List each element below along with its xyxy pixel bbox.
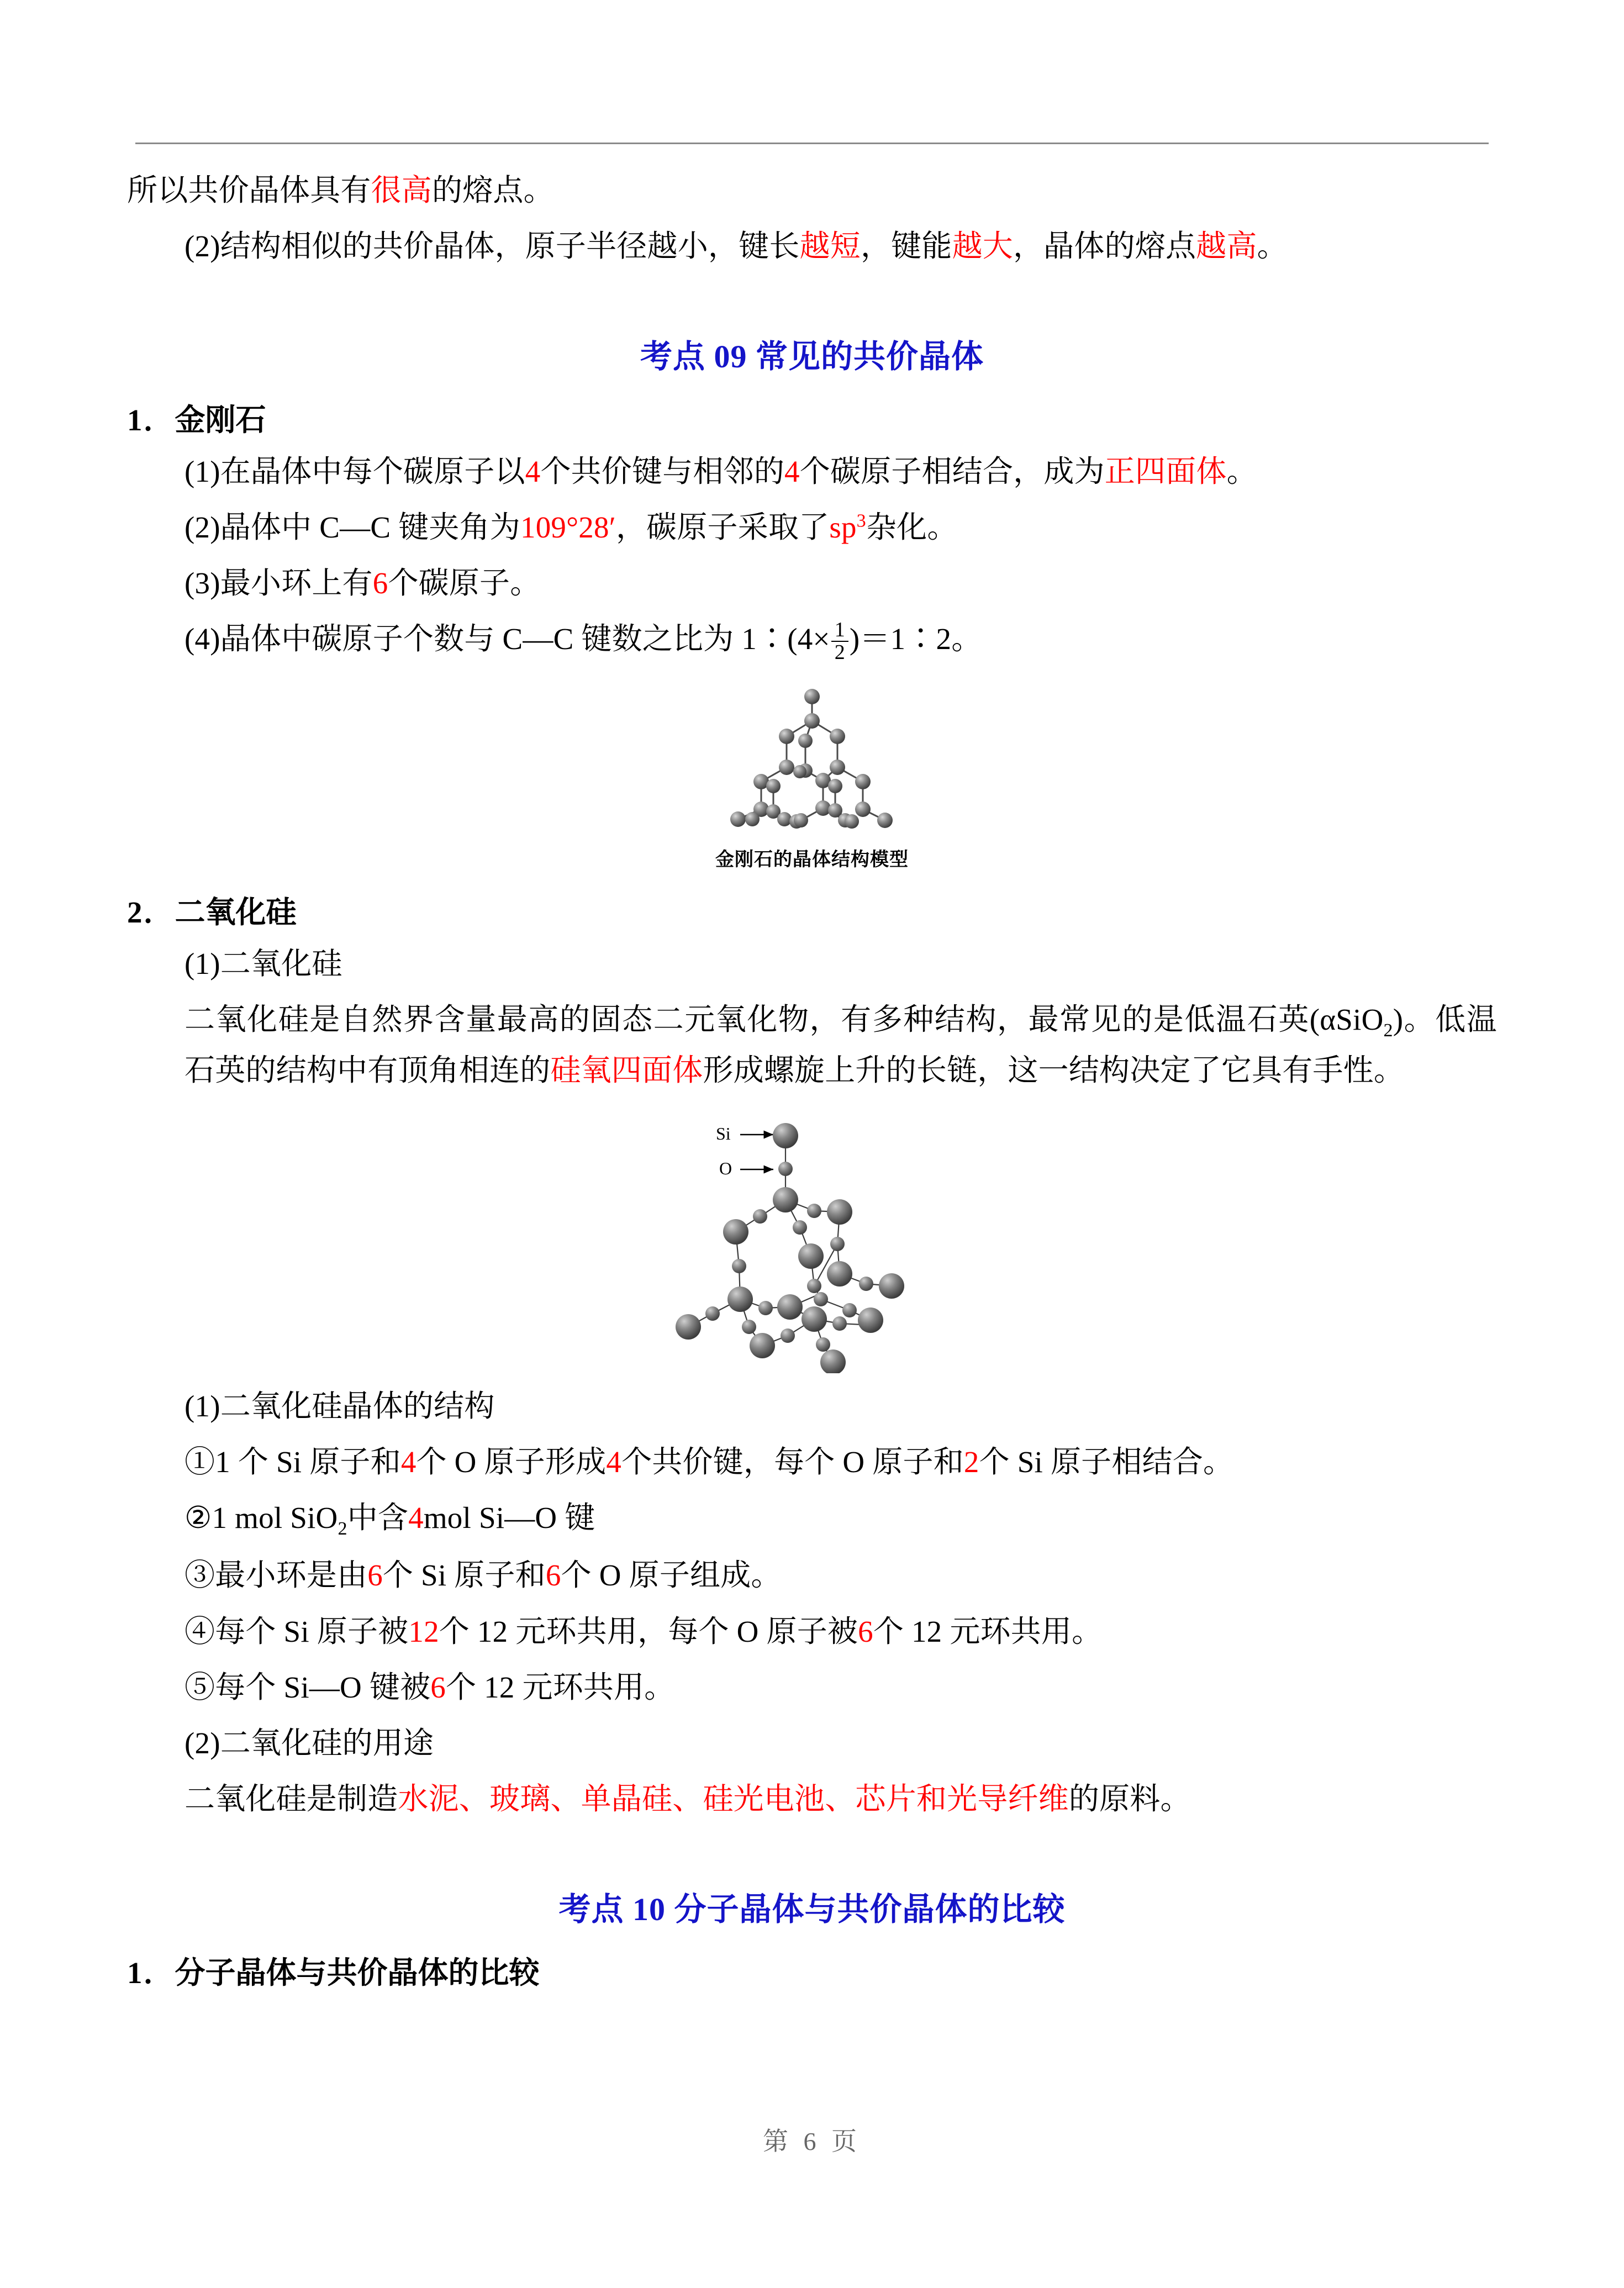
d2-red-angle: 109°28′ [520,510,616,545]
s1-red-1: 4 [400,1445,416,1479]
d2-red-hybrid-sup: 3 [856,510,866,531]
silica-body-paragraph [127,995,1497,1095]
s5-b: 个 12 元环共用。 [446,1670,675,1704]
section-heading-09: 考点 09 常见的共价晶体 [640,339,984,375]
s1-red-2: 4 [606,1445,622,1479]
silica-sub-1: (1)二氧化硅 [184,946,342,980]
s2-c: mol Si—O 键 [423,1501,595,1535]
u-a: 二氧化硅是制造 [184,1781,398,1816]
d1-c: 个碳原子相结合，成为 [799,455,1105,489]
d1-red-2: 4 [784,455,800,489]
s4-b: 个 12 元环共用，每个 O 原子被 [439,1614,858,1648]
u-sep-2: 、 [550,1781,581,1816]
d4-a: (4)晶体中碳原子个数与 C—C 键数之比为 1∶(4× [184,622,830,656]
d3-b: 个碳原子。 [388,566,541,600]
u-sep-1: 、 [458,1781,490,1816]
subsection-title-comparison [127,1948,1497,1992]
diamond-point-3 [127,558,1497,608]
silica-item-2 [127,1493,1497,1544]
intro2-text-d: 。 [1257,229,1288,263]
s1-c: 个共价键，每个 O 原子和 [621,1445,964,1479]
u-red-glass: 玻璃 [489,1781,551,1816]
silica-sub-3: (2)二氧化硅的用途 [184,1726,434,1760]
d3-red-1: 6 [372,566,388,600]
s3-red-1: 6 [367,1558,383,1593]
section-heading-10: 考点 10 分子晶体与共价晶体的比较 [558,1891,1066,1927]
d2-a: (2)晶体中 C—C 键夹角为 [184,510,521,545]
silica-item-4 [127,1607,1497,1656]
fraction-numerator: 1 [831,619,848,642]
u-sep-5: 和 [916,1781,947,1816]
subsection-title-silica [127,888,1497,931]
s1-red-3: 2 [963,1445,979,1479]
s3-c: 个 O 原子组成。 [561,1558,782,1593]
s1-d: 个 Si 原子相结合。 [979,1445,1234,1479]
silica-sub-2: (1)二氧化硅晶体的结构 [184,1389,495,1423]
sb-red-tetrahedron: 硅氧四面体 [550,1053,703,1087]
sb-b: )。低温石英的结构中有顶角相连的 [184,1002,1497,1087]
s4-red-1: 12 [408,1614,439,1648]
fraction-one-half [831,619,848,663]
figure-silica-structure [127,1114,1497,1376]
intro2-text-c: ，晶体的熔点 [1013,229,1196,263]
d4-b: )＝1∶2。 [849,622,982,656]
intro2-highlight-1: 越短 [799,229,861,263]
s5-a: ⑤每个 Si—O 键被 [184,1670,431,1704]
s3-a: ③最小环是由 [184,1558,368,1593]
subsection-number-1: 1． [127,403,175,437]
intro2-highlight-2: 越大 [952,229,1013,263]
sb-a: 二氧化硅是自然界含量最高的固态二元氧化物，有多种结构，最常见的是低温石英(αSiO [184,1002,1384,1036]
u-b: 的原料。 [1068,1781,1191,1816]
intro2-text-b: ，键能 [860,229,952,263]
intro-text-a: 所以共价晶体具有 [127,173,371,207]
paragraph-intro-1 [127,166,1497,215]
page-footer: 第 6 页 [763,2127,861,2155]
u-red-solar-cell: 硅光电池 [703,1781,825,1816]
s2-a: ②1 mol SiO [184,1501,338,1535]
u-red-chip: 芯片 [855,1781,916,1816]
d1-red-3: 正四面体 [1104,455,1227,489]
s1-a: ①1 个 Si 原子和 [184,1445,401,1479]
subsection-number-2: 2． [127,895,175,929]
d1-red-1: 4 [525,455,541,489]
label-arrow-si [716,1124,773,1143]
u-red-monocrystalline-silicon: 单晶硅 [581,1781,673,1816]
s2-red-1: 4 [408,1501,424,1535]
d2-red-hybrid: sp [829,510,857,545]
u-red-cement: 水泥 [398,1781,459,1816]
silica-structure-svg [657,1114,967,1373]
subsection-label-1: 金刚石 [175,403,266,437]
label-arrow-o [719,1158,773,1178]
intro2-text-a: (2)结构相似的共价晶体，原子半径越小，键长 [184,229,800,263]
page-content [127,166,1497,2000]
d1-b: 个共价键与相邻的 [540,455,785,489]
d2-c: 杂化。 [866,510,958,545]
si-label-text: Si [716,1124,731,1143]
s5-red-1: 6 [430,1670,446,1704]
u-sep-4: 、 [825,1781,856,1816]
figure-diamond-structure [127,683,1497,871]
d3-a: (3)最小环上有 [184,566,373,600]
diamond-point-1 [127,447,1497,496]
sb-sub: 2 [1383,1020,1393,1041]
s2-b: 中含 [347,1501,409,1535]
subsection-label-2: 二氧化硅 [175,895,297,929]
diamond-point-4 [127,614,1497,664]
o-label-text: O [719,1158,732,1178]
s4-a: ④每个 Si 原子被 [184,1614,409,1648]
s3-red-2: 6 [545,1558,561,1593]
u-red-optical-fiber: 光导纤维 [947,1781,1069,1816]
subsection-title-diamond [127,396,1497,439]
silica-uses-paragraph [127,1774,1497,1823]
s1-b: 个 O 原子形成 [416,1445,607,1479]
diamond-point-2 [127,503,1497,552]
subsection-label-10-1: 分子晶体与共价晶体的比较 [175,1955,540,1990]
d2-b: ，碳原子采取了 [615,510,830,545]
s4-red-2: 6 [858,1614,873,1648]
subsection-number-10-1: 1． [127,1955,175,1990]
d1-a: (1)在晶体中每个碳原子以 [184,455,525,489]
header-divider [135,143,1489,144]
diamond-structure-svg [713,683,911,838]
s3-b: 个 Si 原子和 [382,1558,546,1593]
figure-caption-diamond: 金刚石的晶体结构模型 [715,848,909,870]
paragraph-intro-2 [127,222,1497,271]
u-sep-3: 、 [672,1781,703,1816]
intro2-highlight-3: 越高 [1196,229,1257,263]
s2-sub: 2 [338,1519,347,1540]
fraction-denominator: 2 [834,640,845,664]
intro-text-b: 的熔点。 [432,173,554,207]
silica-item-3 [127,1551,1497,1600]
d1-d: 。 [1226,455,1257,489]
sb-c: 形成螺旋上升的长链，这一结构决定了它具有手性。 [703,1053,1405,1087]
silica-item-5 [127,1663,1497,1712]
s4-c: 个 12 元环共用。 [873,1614,1103,1648]
intro-highlight-1: 很高 [371,173,433,207]
silica-item-1 [127,1437,1497,1486]
